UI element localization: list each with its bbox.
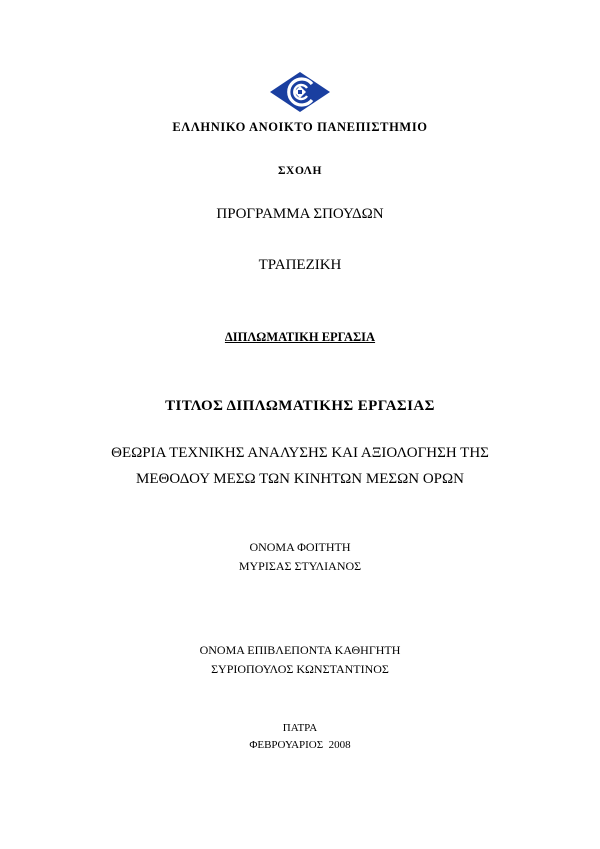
thesis-title-line: ΘΕΩΡΙΑ ΤΕΧΝΙΚΗΣ ΑΝΑΛΥΣΗΣ ΚΑΙ ΑΞΙΟΛΟΓΗΣΗ ΤΗΣ bbox=[111, 445, 489, 461]
thesis-title-heading: ΤΙΤΛΟΣ ΔΙΠΛΩΜΑΤΙΚΗΣ ΕΡΓΑΣΙΑΣ bbox=[165, 398, 435, 414]
school-label: ΣΧΟΛΗ bbox=[277, 165, 323, 177]
field-name: ΤΡΑΠΕΖΙΚΗ bbox=[258, 257, 342, 273]
student-label: ΟΝΟΜΑ ΦΟΙΤΗΤΗ bbox=[249, 540, 351, 554]
city-name: ΠΑΤΡΑ bbox=[282, 722, 318, 734]
thesis-heading: ΔΙΠΛΩΜΑΤΙΚΗ ΕΡΓΑΣΙΑ bbox=[224, 330, 376, 344]
university-name: ΕΛΛΗΝΙΚΟ ΑΝΟΙΚΤΟ ΠΑΝΕΠΙΣΤΗΜΙΟ bbox=[172, 120, 428, 134]
student-name: ΜΥΡΙΣΑΣ ΣΤΥΛΙΑΝΟΣ bbox=[238, 559, 362, 573]
supervisor-label: ΟΝΟΜΑ ΕΠΙΒΛΕΠΟΝΤΑ ΚΑΘΗΓΗΤΗ bbox=[199, 643, 401, 657]
supervisor-name: ΣΥΡΙΟΠΟΥΛΟΣ ΚΩΝΣΤΑΝΤΙΝΟΣ bbox=[211, 662, 389, 676]
program-label: ΠΡΟΓΡΑΜΜΑ ΣΠΟΥΔΩΝ bbox=[216, 206, 384, 222]
university-emblem-icon bbox=[268, 70, 332, 114]
submission-date: ΦΕΒΡΟΥΑΡΙΟΣ 2008 bbox=[249, 739, 351, 751]
thesis-title-line: ΜΕΘΟΔΟΥ ΜΕΣΩ ΤΩΝ ΚΙΝΗΤΩΝ ΜΕΣΩΝ ΟΡΩΝ bbox=[136, 471, 464, 487]
